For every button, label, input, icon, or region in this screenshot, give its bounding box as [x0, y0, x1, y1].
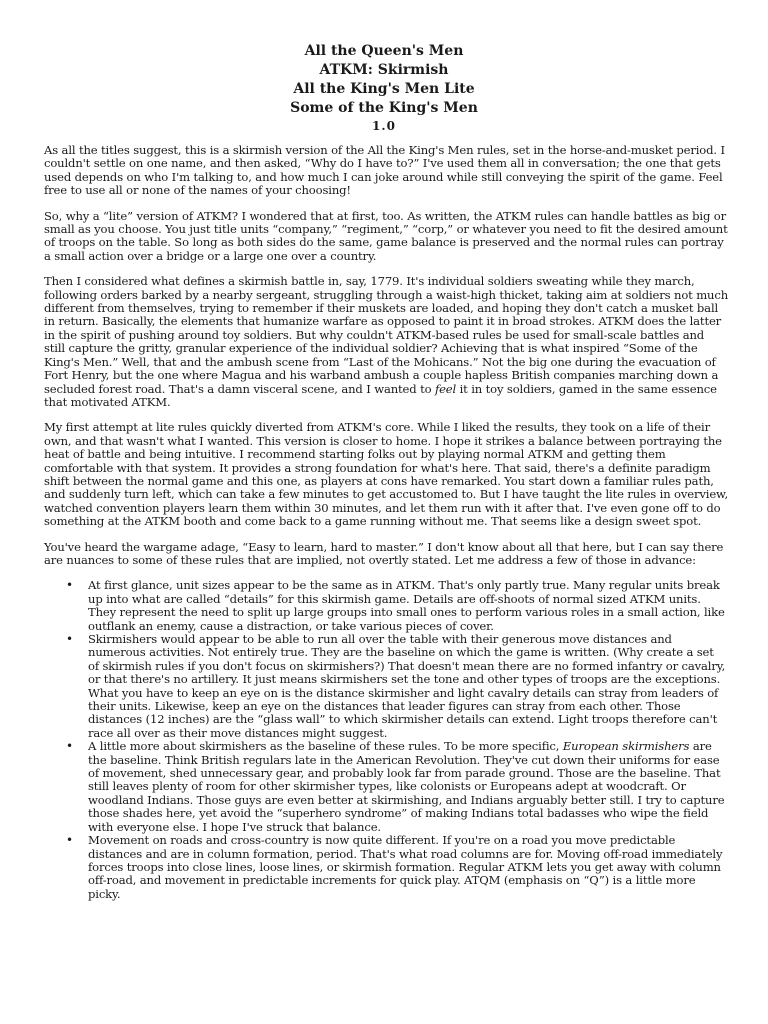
version-number: 1.0 [372, 119, 396, 133]
alt-title-lite: All the King's Men Lite [293, 81, 475, 97]
alt-title-some: Some of the King's Men [290, 100, 478, 116]
paragraph-why-lite: So, why a “lite” version of ATKM? I wondered that at first, too. As written, the ATKM rules can handle battles as big or small as you choose. You just title units “company,” “regiment,” “corp,” or whatever you need to fit the desired amount of troops on the table. So long as both sides do the same, game balance is preserved and the normal rules can portray a small action over a bridge or a large one over a country. [44, 208, 728, 263]
alt-title-skirmish: ATKM: Skirmish [319, 62, 449, 78]
main-title: All the Queen's Men [304, 43, 464, 59]
paragraph-first-attempt: My first attempt at lite rules quickly diverted from ATKM's core. While I liked the results, they took on a life of their own, and that wasn't what I wanted. This version is closer to home. I hope it strikes a balance between portraying the heat of battle and being intuitive. I recommend starting folks out by playing normal ATKM and getting them comfortable with that system. It provides a strong foundation for what's here. That said, there's a definite paradigm shift between the normal game and this one, as players at cons have remarked. You start down a familiar rules path, and suddenly turn left, which can take a few minutes to get accustomed to. But I have taught the lite rules in overview, watched convention players learn them within 30 minutes, and let them run with it after that. I've even gone off to do something at the ATKM booth and come back to a game running without me. That seems like a design sweet spot. [44, 420, 728, 529]
paragraph-text-after: it in toy soldiers, gamed in the same essence that motivated ATKM. [44, 381, 717, 409]
title-block [44, 42, 724, 134]
paragraph-skirmish-definition [44, 275, 728, 409]
emphasized-phrase: European skirmishers [562, 739, 690, 754]
paragraph-adage: You've heard the wargame adage, “Easy to learn, hard to master.” I don't know about all that here, but I can say there are nuances to some of these rules that are implied, not overtly stated. Let me address a few of those in advance: [44, 539, 724, 567]
nuances-list [44, 579, 728, 901]
list-item-unit-sizes: • At first glance, unit sizes appear to be the same as in ATKM. That's only partly true. Many regular units break up into what are called “details” for this skirmish game. Details are off-shoots of normal sized ATKM units. They represent the need to split up large groups into small ones to perform various roles in a small action, like outflank an enemy, cause a distraction, or take various pieces of cover. [88, 579, 728, 633]
paragraph-intro: As all the titles suggest, this is a skirmish version of the All the King's Men rules, set in the horse-and-musket period. I couldn't settle on one name, and then asked, “Why do I have to?” I've used them all in conversation; the one that gets used depends on who I'm talking to, and how much I can joke around while still conveying the spirit of the game. Feel free to use all or none of the names of your choosing! [44, 143, 725, 198]
list-item-european-skirmishers: • A little more about skirmishers as the baseline of these rules. To be more specific, European skirmishers are the baseline. Think British regulars late in the American Revolution. They've cut down their uniforms for ease of movement, shed unnecessary gear, and probably look far from parade ground. Those are the baseline. That still leaves plenty of room for other skirmisher types, like colonists or Europeans adept at woodcraft. Or woodland Indians. Those guys are even better at skirmishing, and Indians arguably better still. I try to capture those shades here, yet avoid the “superhero syndrome” of making Indians total badasses who wipe the field with everyone else. I hope I've struck that balance. [88, 740, 728, 834]
list-item-skirmishers: • Skirmishers would appear to be able to run all over the table with their generous move distances and numerous activities. Not entirely true. They are the baseline on which the game is written. (Why create a set of skirmish rules if you don't focus on skirmishers?) That doesn't mean there are no formed infantry or cavalry, or that there's no artillery. It just means skirmishers set the tone and other types of troops are the exceptions. What you have to keep an eye on is the distance skirmisher and light cavalry details can stray from leaders of their units. Likewise, keep an eye on the distances that leader figures can stray from each other. Those distances (12 inches) are the “glass wall” to which skirmisher details can extend. Light troops therefore can't race all over as their move distances might suggest. [88, 633, 728, 740]
emphasized-word: feel [434, 381, 457, 396]
list-item-movement: • Movement on roads and cross-country is now quite different. If you're on a road you move predictable distances and are in column formation, period. That's what road columns are for. Moving off-road immediately forces troops into close lines, loose lines, or skirmish formation. Regular ATKM lets you get away with column off-road, and movement in predictable increments for quick play. ATQM (emphasis on “Q”) is a little more picky. [88, 834, 728, 901]
body-text [44, 144, 728, 901]
paragraph-text-before: Then I considered what defines a skirmish battle in, say, 1779. It's individual soldiers sweating while they march, following orders barked by a nearby sergeant, struggling through a waist-high thicket, taking aim at soldiers not much different from themselves, trying to remember if their muskets are loaded, and hoping they don't catch a musket ball in return. Basically, the elements that humanize warfare as opposed to paint it in broad strokes. ATKM does the latter in the spirit of pushing around toy soldiers. But why couldn't ATKM-based rules be used for small-scale battles and still capture the gritty, granular experience of the individual soldier? Achieving that is what inspired “Some of the King's Men.” Well, that and the ambush scene from “Last of the Mohicans.” Not the big one during the evacuation of Fort Henry, but the one where Magua and his warband ambush a couple hapless British companies marching down a secluded forest road. That's a damn visceral scene, and I wanted to [44, 274, 729, 396]
